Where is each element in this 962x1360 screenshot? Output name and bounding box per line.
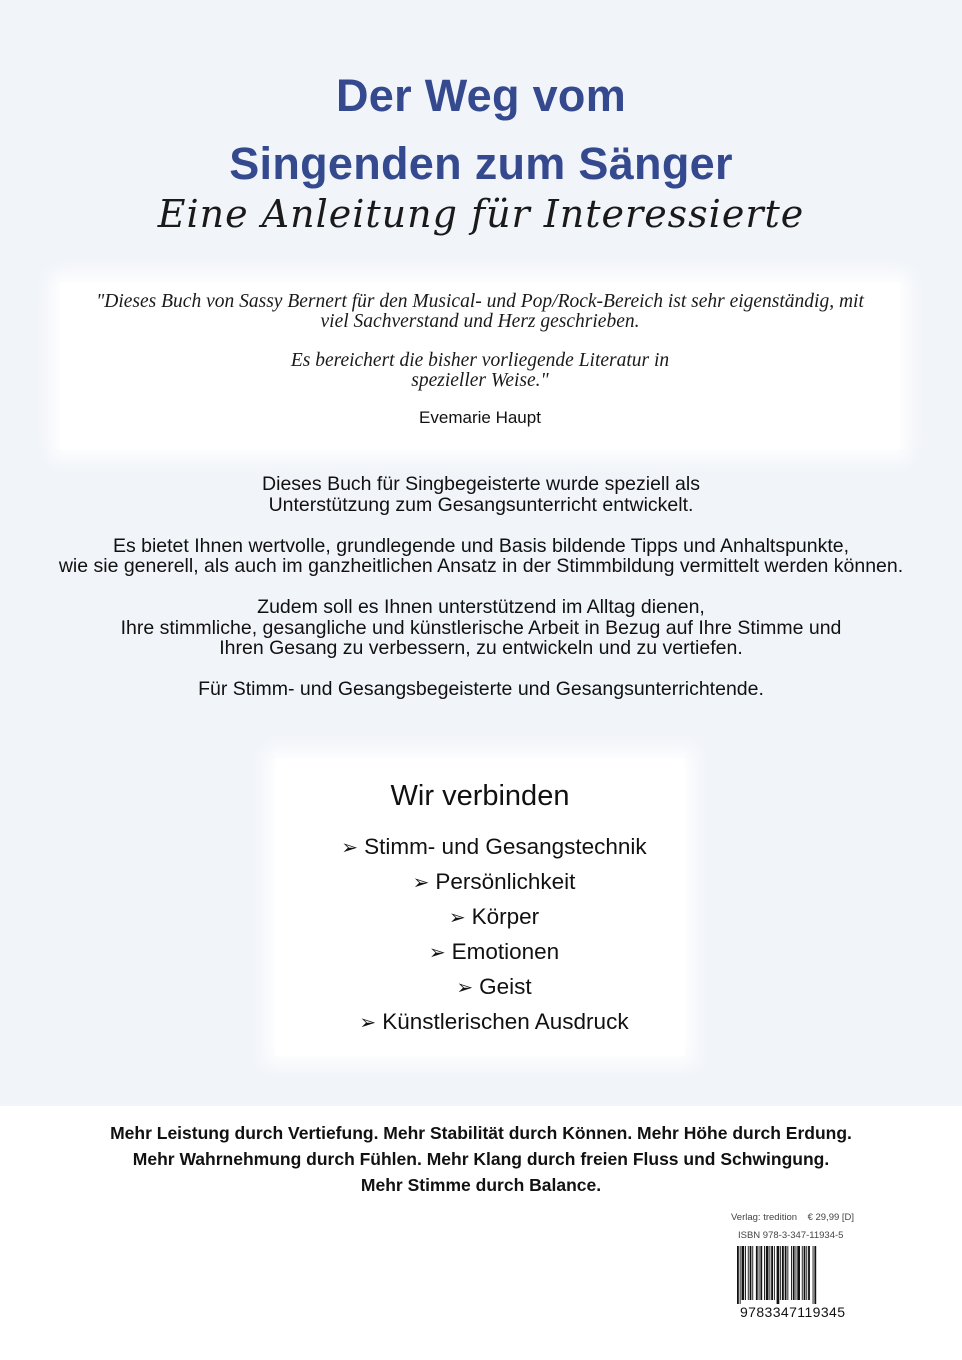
barcode-bar [756,1246,758,1300]
isbn-text: ISBN 978-3-347-11934-5 [738,1230,844,1241]
barcode-bar [785,1246,787,1300]
desc-p3-line-3: Ihren Gesang zu verbessern, zu entwickeln und zu vertiefen. [219,637,743,659]
description [0,474,962,700]
barcode-bar [760,1246,762,1300]
feature-item-label: Geist [479,974,532,999]
quote-paragraph-2 [60,351,900,391]
slogans [0,1120,962,1198]
barcode-bar [748,1246,749,1300]
arrow-bullet-icon: ➢ [428,942,446,964]
feature-item [275,970,685,1005]
barcode-bar [769,1246,770,1300]
barcode-bar [777,1246,780,1304]
arrow-bullet-icon: ➢ [412,872,430,894]
barcode-icon [737,1246,849,1304]
barcode-bar [737,1246,739,1304]
feature-item-label: Stimm- und Gesangstechnik [364,834,647,859]
feature-item-label: Persönlichkeit [435,869,576,894]
title-line-1: Der Weg vom [335,70,627,121]
desc-p1-line-2: Unterstützung zum Gesangsunterricht entwickelt. [268,493,694,516]
barcode-bar [813,1246,814,1304]
description-paragraph-4: Für Stimm- und Gesangsbegeisterte und Gesangsunterrichtende. [198,678,764,700]
barcode-bar [814,1246,816,1304]
barcode-area [722,1212,862,1320]
arrow-bullet-icon: ➢ [341,837,359,859]
barcode-bar [759,1246,760,1300]
barcode-bar [808,1246,810,1300]
slogan-line-1: Mehr Leistung durch Vertiefung. Mehr Stabilität durch Können. Mehr Höhe durch Erdung. [110,1123,852,1143]
barcode-bar [802,1246,803,1300]
description-paragraph-1 [0,474,962,515]
arrow-bullet-icon: ➢ [359,1012,377,1034]
quote-paragraph-1: "Dieses Buch von Sassy Bernert für den Musical- und Pop/Rock-Bereich ist sehr eigenständig, mit viel Sachverstand und Herz geschrieben. [96,291,864,332]
subtitle-script: Eine Anleitung für Interessierte [157,192,805,236]
bottom-band [0,1106,962,1360]
barcode-number: 9783347119345 [740,1304,846,1320]
barcode-bar [791,1246,792,1300]
barcode-bar [796,1246,797,1300]
barcode-bar [764,1246,765,1300]
quote-box [60,282,900,450]
feature-item-label: Körper [471,904,540,929]
barcode-bar [752,1246,753,1300]
barcode-bar [797,1246,800,1300]
barcode-bar [787,1246,788,1300]
barcode-bar [804,1246,806,1300]
quote-paragraph-2-line-1: Es bereichert die bisher vorliegende Literatur in [290,350,670,371]
barcode-bar [750,1246,752,1300]
barcode-bar [745,1246,746,1300]
feature-heading: Wir verbinden [390,780,570,812]
title-line-2: Singenden zum Sänger [229,138,733,189]
arrow-bullet-icon: ➢ [448,907,466,929]
feature-item-label: Künstlerischen Ausdruck [382,1009,629,1034]
barcode-bar [793,1246,795,1300]
description-paragraph-2 [0,536,962,577]
description-paragraph-3 [0,597,962,659]
slogan-line-2: Mehr Wahrnehmung durch Fühlen. Mehr Klang durch freien Fluss und Schwingung. [132,1149,830,1169]
feature-item-label: Emotionen [451,939,560,964]
feature-item [275,830,685,865]
title-block [0,62,962,198]
barcode-bar [782,1246,784,1300]
feature-item [275,865,685,900]
barcode-bar [742,1246,745,1300]
barcode-bar [780,1246,781,1300]
desc-p3-line-2: Ihre stimmliche, gesangliche und künstlerische Arbeit in Bezug auf Ihre Stimme und [120,616,842,639]
feature-list [275,830,685,1040]
quote-paragraph-2-line-2: spezieller Weise." [411,370,549,391]
publisher-price: Verlag: tredition € 29,99 [D] [731,1212,855,1223]
desc-p2-line-1: Es bietet Ihnen wertvolle, grundlegende und Basis bildende Tipps und Anhaltspunkte, [112,534,850,557]
slogan-line-3: Mehr Stimme durch Balance. [360,1175,602,1195]
desc-p2-line-2: wie sie generell, als auch im ganzheitlichen Ansatz in der Stimmbildung vermittelt werden können. [58,555,904,577]
feature-item [275,900,685,935]
feature-item [275,935,685,970]
desc-p1-line-1: Dieses Buch für Singbegeisterte wurde speziell als [262,473,700,495]
quote-author: Evemarie Haupt [419,408,541,427]
barcode-bar [740,1246,741,1304]
desc-p3-line-1: Zudem soll es Ihnen unterstützend im Alltag dienen, [257,596,705,618]
barcode-bar [766,1246,769,1300]
arrow-bullet-icon: ➢ [456,977,474,999]
feature-item [275,1005,685,1040]
barcode-bar [774,1246,775,1300]
barcode-bar [806,1246,807,1300]
feature-box [275,758,685,1056]
barcode-bar [771,1246,773,1300]
